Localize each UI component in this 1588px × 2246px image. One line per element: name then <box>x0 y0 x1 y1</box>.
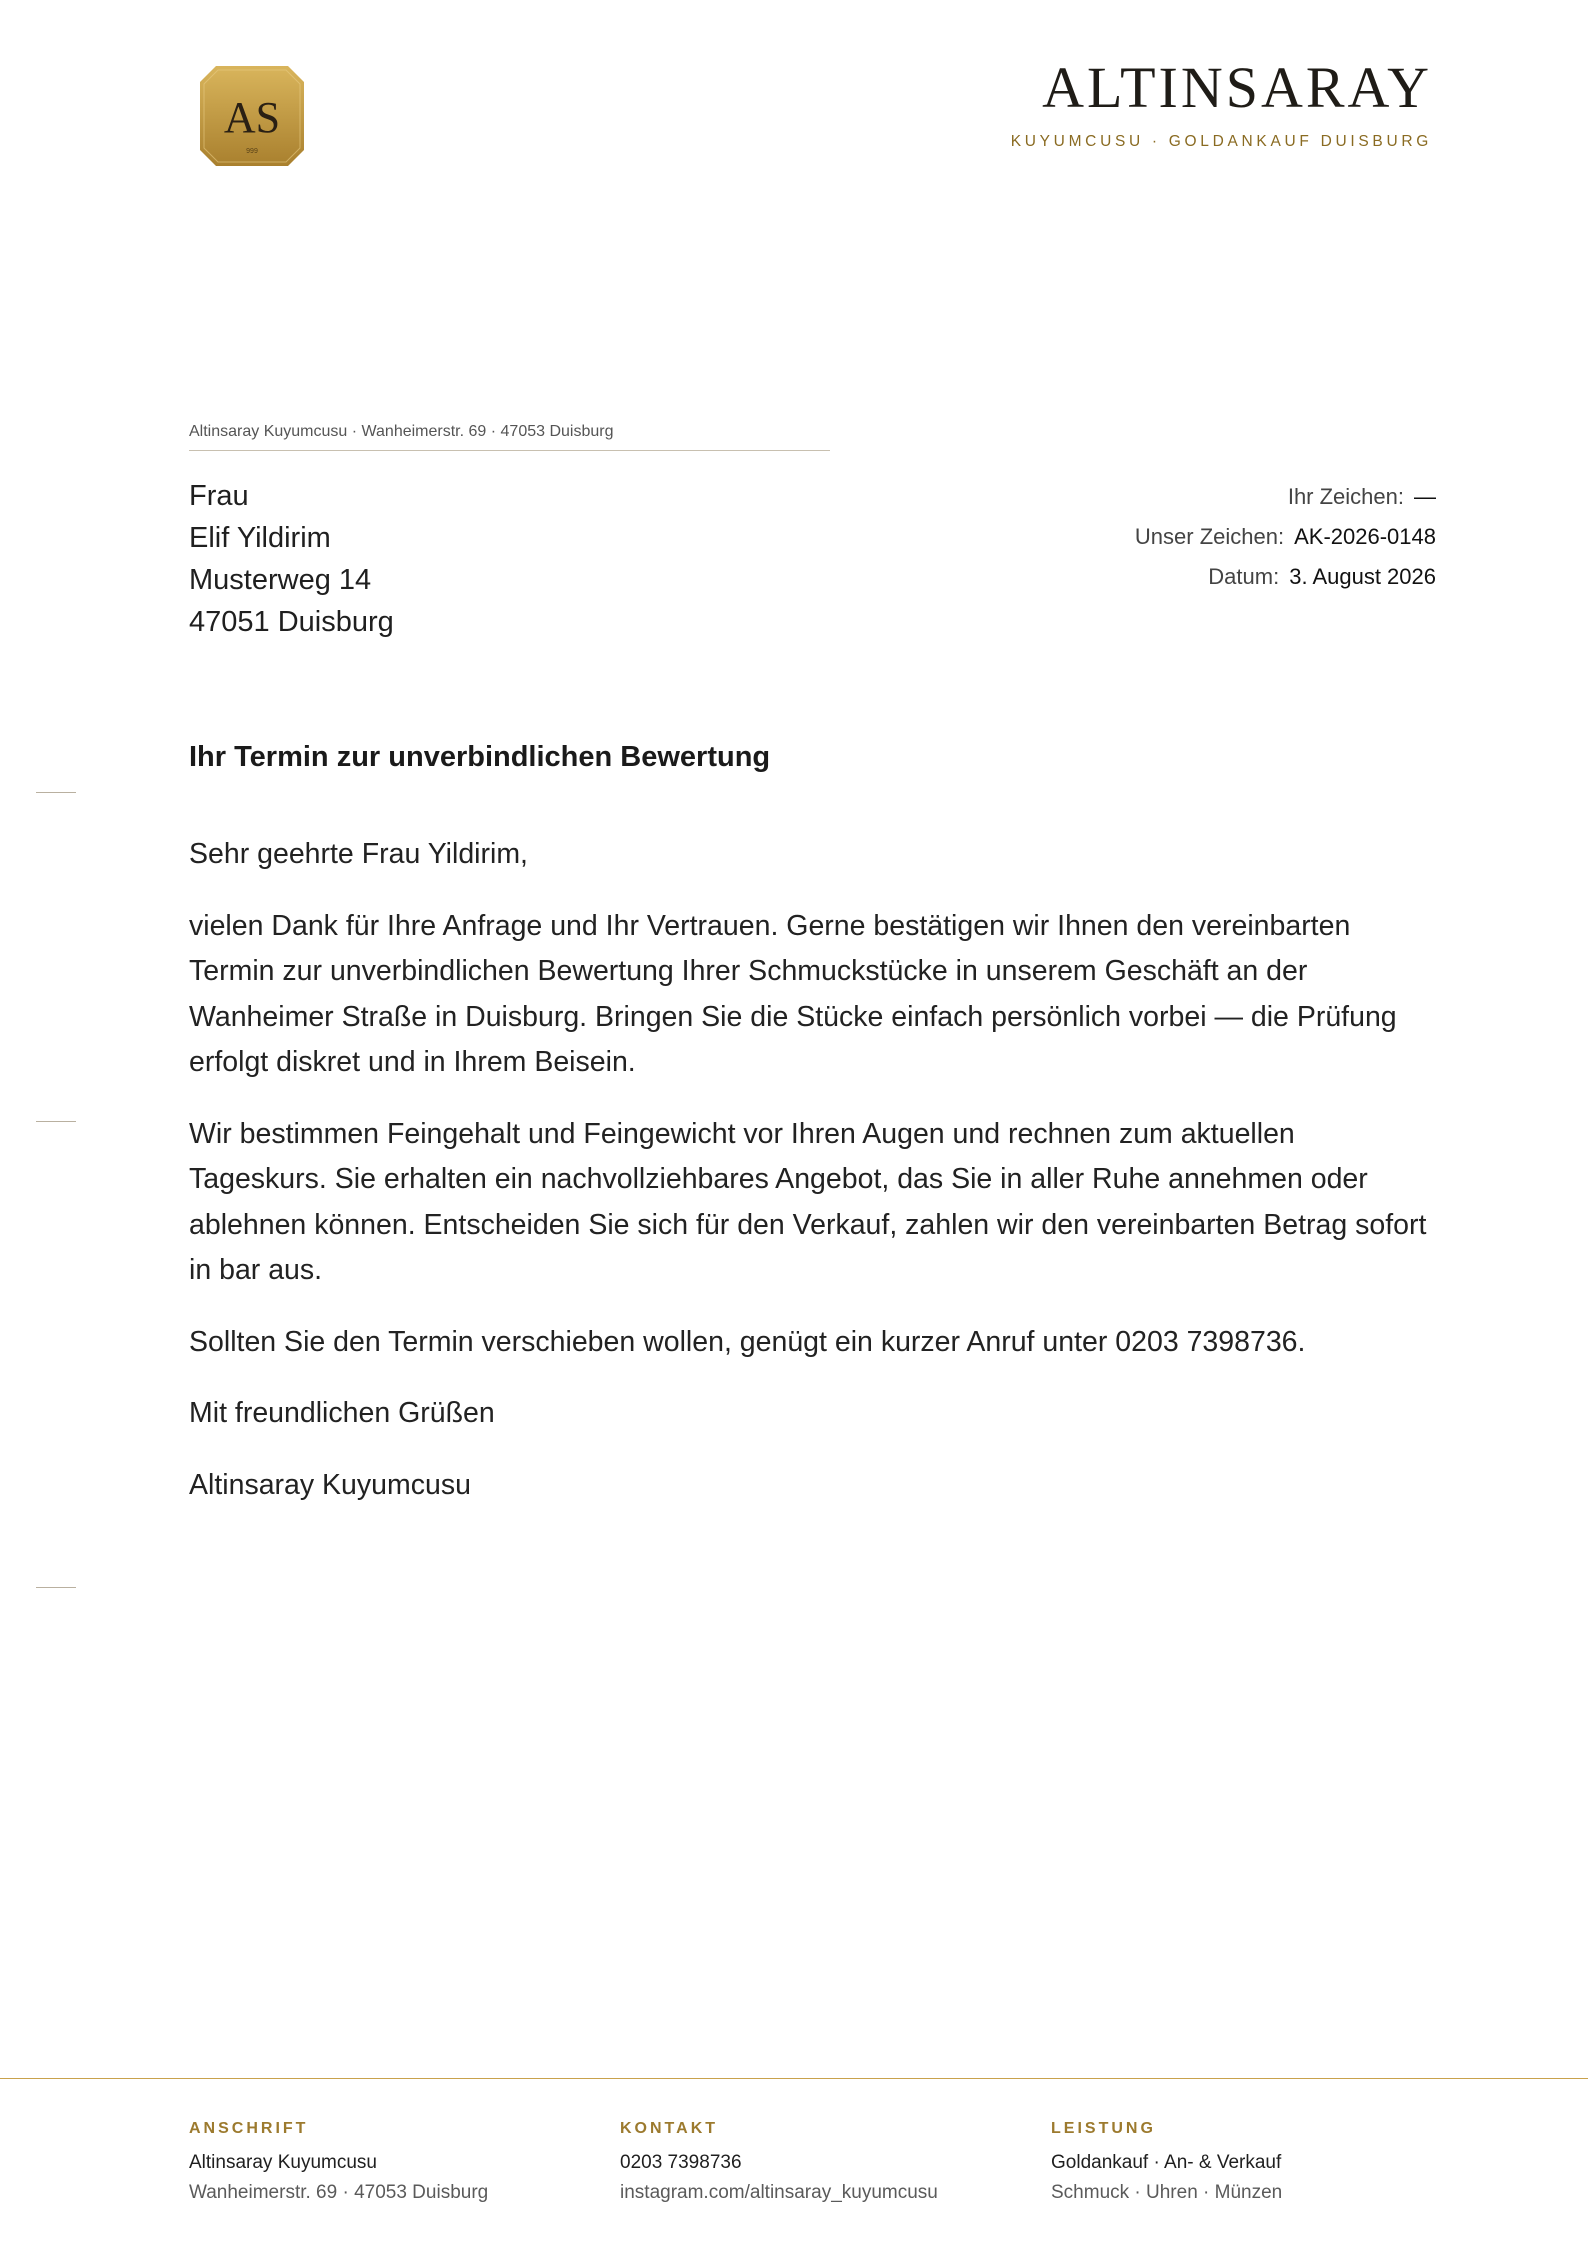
ref-label: Unser Zeichen: <box>1134 524 1285 549</box>
letter-body <box>189 832 1429 1534</box>
footer-instagram-link: instagram.com/altinsaray_kuyumcusu <box>620 2182 938 2203</box>
letter-signature: Altinsaray Kuyumcusu <box>189 1468 471 1501</box>
ref-our-sign <box>1135 517 1436 557</box>
footer-divider <box>0 2078 1588 2079</box>
ref-value: 3. August 2026 <box>1289 564 1436 589</box>
ref-value: — <box>1414 484 1436 509</box>
logo-initials: AS <box>223 93 281 142</box>
footer-heading: LEISTUNG <box>1051 2120 1156 2137</box>
recipient-name: Elif Yildirim <box>189 522 331 554</box>
brand-logo <box>200 66 304 166</box>
recipient-city: 47051 Duisburg <box>189 606 394 638</box>
letter-subject: Ihr Termin zur unverbindlichen Bewertung <box>189 741 771 773</box>
fold-mark <box>36 792 76 793</box>
footer-phone: 0203 7398736 <box>620 2152 742 2173</box>
footer-contact <box>620 2118 938 2208</box>
footer-heading: ANSCHRIFT <box>189 2120 309 2137</box>
footer-line: Schmuck · Uhren · Münzen <box>1051 2182 1283 2203</box>
ref-value: AK-2026-0148 <box>1294 524 1436 549</box>
footer-line: Altinsaray Kuyumcusu <box>189 2152 377 2173</box>
recipient-salutation: Frau <box>189 480 249 512</box>
letter-closing: Mit freundlichen Grüßen <box>189 1397 495 1429</box>
fold-mark <box>36 1587 76 1588</box>
letter-paragraph: Sollten Sie den Termin verschieben wollen, genügt ein kurzer Anruf unter 0203 7398736. <box>189 1325 1306 1358</box>
brand-name: ALTINSARAY <box>1042 55 1432 120</box>
logo-badge-icon <box>200 66 304 166</box>
ref-label: Datum: <box>1208 564 1280 589</box>
punch-mark <box>36 1121 76 1122</box>
letter-paragraph: Wir bestimmen Feingehalt und Feingewicht vor Ihren Augen und rechnen zum aktuellen Tageskurs. Sie erhalten ein nachvollziehbares Angebot, das Sie in aller Ruhe annehmen oder ablehnen können. Entscheiden Sie sich für den Verkauf, zahlen wir den vereinbarten Betrag sofort in bar aus. <box>189 1117 1427 1286</box>
footer-address <box>189 2118 488 2208</box>
letter-greeting: Sehr geehrte Frau Yildirim, <box>189 838 528 870</box>
ref-date <box>1135 557 1436 597</box>
footer-service <box>1051 2118 1282 2208</box>
letter-paragraph: vielen Dank für Ihre Anfrage und Ihr Vertrauen. Gerne bestätigen wir Ihnen den vereinbarten Termin zur unverbindlichen Bewertung Ihrer Schmuckstücke in unserem Geschäft an der Wanheimer Straße in Duisburg. Bringen Sie die Stücke einfach persönlich vorbei — die Prüfung erfolgt diskret und in Ihrem Beisein. <box>189 909 1397 1078</box>
ref-your-sign <box>1135 477 1436 517</box>
logo-submark: 999 <box>246 148 258 155</box>
footer-line: Wanheimerstr. 69 · 47053 Duisburg <box>189 2182 489 2203</box>
brand-block <box>1011 56 1432 152</box>
reference-block <box>1135 477 1436 597</box>
ref-label: Ihr Zeichen: <box>1287 484 1404 509</box>
recipient-address <box>189 475 394 643</box>
footer-heading: KONTAKT <box>620 2120 719 2137</box>
brand-tagline: KUYUMCUSU · GOLDANKAUF DUISBURG <box>1010 133 1432 150</box>
recipient-street: Musterweg 14 <box>189 564 372 596</box>
footer-line: Goldankauf · An- & Verkauf <box>1051 2152 1282 2173</box>
sender-return-line: Altinsaray Kuyumcusu · Wanheimerstr. 69 · 47053 Duisburg <box>189 422 830 451</box>
